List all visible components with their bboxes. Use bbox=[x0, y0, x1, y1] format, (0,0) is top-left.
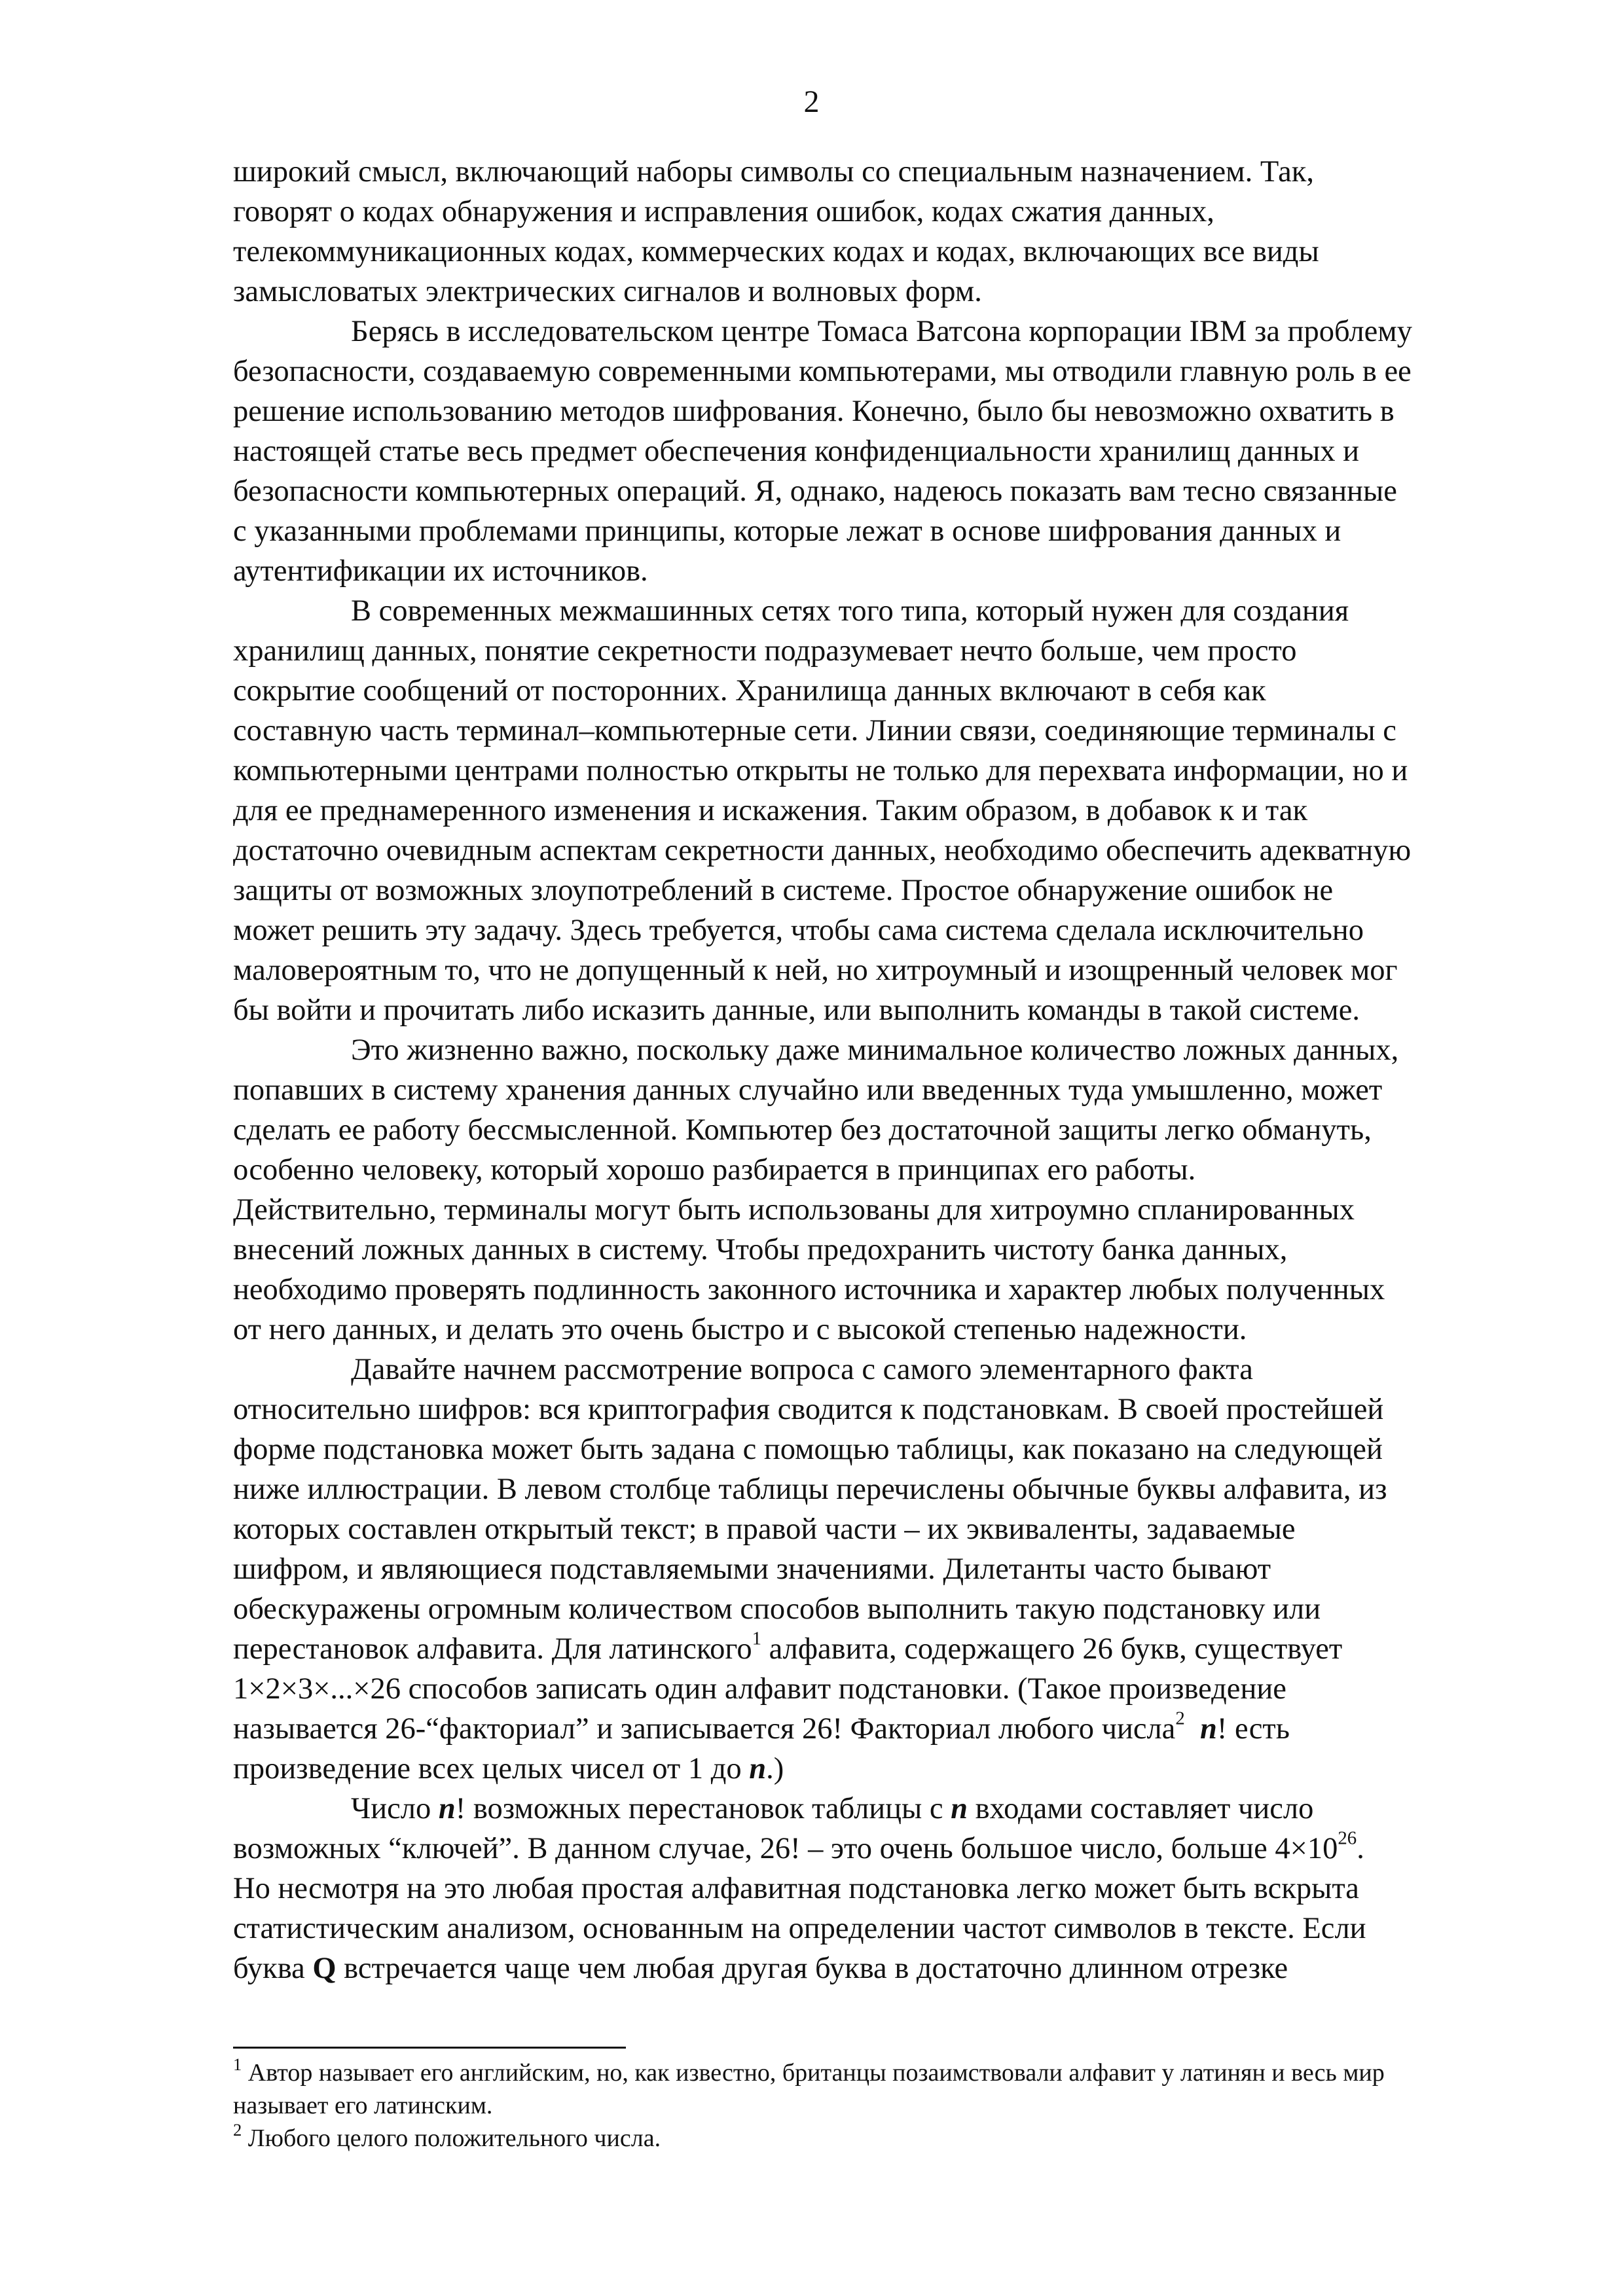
text-line: безопасности компьютерных операций. Я, однако, надеюсь показать вам тесно связанные bbox=[233, 475, 1397, 508]
text-line: настоящей статье весь предмет обеспечения конфиденциальности хранилищ данных и bbox=[233, 435, 1360, 468]
text-line: замысловатых электрических сигналов и волновых форм. bbox=[233, 275, 982, 308]
text-span: произведение всех целых чисел от 1 до bbox=[233, 1752, 750, 1785]
paragraph-2 bbox=[233, 312, 1536, 591]
text-line: внесений ложных данных в систему. Чтобы предохранить чистоту банка данных, bbox=[233, 1233, 1288, 1266]
text-span: входами составляет число bbox=[968, 1792, 1314, 1825]
exponent: 26 bbox=[1338, 1827, 1357, 1849]
text-line: шифром, и являющиеся подставляемыми значениями. Дилетанты часто бывают bbox=[233, 1552, 1271, 1586]
paragraph-3 bbox=[233, 591, 1536, 1030]
text-line: Но несмотря на это любая простая алфавитная подстановка легко может быть вскрыта bbox=[233, 1872, 1359, 1905]
text-line: особенно человеку, который хорошо разбирается в принципах его работы. bbox=[233, 1153, 1196, 1187]
footnote-text: Автор называет его английским, но, как известно, британцы позаимствовали алфавит у латинян и весь мир bbox=[242, 2059, 1385, 2087]
text-span: Число bbox=[351, 1792, 439, 1825]
footnote-marker: 1 bbox=[233, 2054, 242, 2075]
paragraph-1 bbox=[233, 152, 1536, 312]
page-number: 2 bbox=[803, 84, 820, 119]
footnote-1 bbox=[233, 2056, 1536, 2089]
text-line: хранилищ данных, понятие секретности подразумевает нечто больше, чем просто bbox=[233, 634, 1297, 668]
text-line: статистическим анализом, основанным на определении частот символов в тексте. Если bbox=[233, 1912, 1366, 1945]
text-span: ! возможных перестановок таблицы с bbox=[455, 1792, 951, 1825]
footnote-ref-1[interactable]: 1 bbox=[752, 1628, 761, 1649]
text-span: возможных “ключей”. В данном случае, 26! – это очень большое число, больше 4×10 bbox=[233, 1832, 1338, 1865]
text-line: обескуражены огромным количеством способов выполнить такую подстановку или bbox=[233, 1592, 1321, 1626]
footnote-text: Любого целого положительного числа. bbox=[242, 2125, 661, 2152]
text-line: для ее преднамеренного изменения и искажения. Таким образом, в добавок к и так bbox=[233, 794, 1308, 827]
text-span: . bbox=[1357, 1832, 1364, 1865]
text-line bbox=[233, 1709, 1536, 1749]
paragraph-6 bbox=[233, 1789, 1536, 1988]
footnotes bbox=[233, 2056, 1536, 2155]
text-line: от него данных, и делать это очень быстро и с высокой степенью надежности. bbox=[233, 1313, 1247, 1346]
math-variable: n bbox=[749, 1752, 767, 1785]
text-line: бы войти и прочитать либо исказить данные, или выполнить команды в такой системе. bbox=[233, 994, 1360, 1027]
text-line: форме подстановка может быть задана с помощью таблицы, как показано на следующей bbox=[233, 1433, 1383, 1466]
text-line bbox=[233, 1629, 1536, 1669]
text-line: Действительно, терминалы могут быть использованы для хитроумно спланированных bbox=[233, 1193, 1355, 1227]
text-line: ниже иллюстрации. В левом столбце таблицы перечислены обычные буквы алфавита, из bbox=[233, 1473, 1387, 1506]
text-span: перестановок алфавита. Для латинского bbox=[233, 1632, 752, 1666]
paragraph-5 bbox=[233, 1350, 1536, 1789]
text-line bbox=[233, 1749, 1536, 1789]
math-variable: n bbox=[438, 1792, 456, 1825]
footnote-1-continued: называет его латинским. bbox=[233, 2092, 493, 2119]
text-span: алфавита, содержащего 26 букв, существует bbox=[761, 1632, 1343, 1666]
text-line: с указанными проблемами принципы, которые лежат в основе шифрования данных и bbox=[233, 514, 1341, 548]
text-line: телекоммуникационных кодах, коммерческих кодах и кодах, включающих все виды bbox=[233, 235, 1319, 268]
text-line: маловероятным то, что не допущенный к ней, но хитроумный и изощренный человек мог bbox=[233, 954, 1398, 987]
footnote-marker: 2 bbox=[233, 2120, 242, 2140]
text-line: защиты от возможных злоупотреблений в системе. Простое обнаружение ошибок не bbox=[233, 874, 1334, 907]
text-span: ! есть bbox=[1216, 1712, 1290, 1746]
text-line: широкий смысл, включающий наборы символы со специальным назначением. Так, bbox=[233, 155, 1314, 188]
text-span: называется 26-“факториал” и записывается 26! Факториал любого числа bbox=[233, 1712, 1176, 1746]
text-line bbox=[233, 1829, 1536, 1869]
math-variable: n bbox=[1200, 1712, 1217, 1746]
math-variable: n bbox=[951, 1792, 968, 1825]
text-line: Берясь в исследовательском центре Томаса Ватсона корпорации IBM за проблему bbox=[351, 315, 1412, 348]
footnote-separator bbox=[233, 2047, 626, 2049]
letter-q: Q bbox=[312, 1952, 337, 1985]
text-span: встречается чаще чем любая другая буква в достаточно длинном отрезке bbox=[336, 1952, 1288, 1985]
footnote-2 bbox=[233, 2122, 1536, 2155]
text-line: сделать ее работу бессмысленной. Компьютер без достаточной защиты легко обмануть, bbox=[233, 1113, 1372, 1147]
text-line: сокрытие сообщений от посторонних. Хранилища данных включают в себя как bbox=[233, 674, 1266, 708]
text-line: говорят о кодах обнаружения и исправления ошибок, кодах сжатия данных, bbox=[233, 195, 1214, 228]
text-line: Это жизненно важно, поскольку даже минимальное количество ложных данных, bbox=[351, 1033, 1399, 1067]
text-span: буква bbox=[233, 1952, 313, 1985]
text-line bbox=[233, 1948, 1536, 1988]
text-line: составную часть терминал–компьютерные сети. Линии связи, соединяющие терминалы с bbox=[233, 714, 1396, 747]
text-span: .) bbox=[766, 1752, 784, 1785]
text-line bbox=[233, 1789, 1536, 1829]
text-line: В современных межмашинных сетях того типа, который нужен для создания bbox=[351, 594, 1349, 628]
text-line: Давайте начнем рассмотрение вопроса с самого элементарного факта bbox=[351, 1353, 1253, 1386]
text-line: попавших в систему хранения данных случайно или введенных туда умышленно, может bbox=[233, 1073, 1383, 1107]
text-line: необходимо проверять подлинность законного источника и характер любых полученных bbox=[233, 1273, 1385, 1306]
text-line: решение использованию методов шифрования. Конечно, было бы невозможно охватить в bbox=[233, 395, 1395, 428]
text-line: которых составлен открытый текст; в правой части – их эквиваленты, задаваемые bbox=[233, 1513, 1296, 1546]
text-line: аутентификации их источников. bbox=[233, 554, 648, 588]
text-line: достаточно очевидным аспектам секретности данных, необходимо обеспечить адекватную bbox=[233, 834, 1412, 867]
text-line: 1×2×3×...×26 способов записать один алфавит подстановки. (Такое произведение bbox=[233, 1672, 1286, 1706]
footnote-ref-2[interactable]: 2 bbox=[1175, 1708, 1185, 1729]
text-line: может решить эту задачу. Здесь требуется, чтобы сама система сделала исключительно bbox=[233, 914, 1364, 947]
body-text bbox=[233, 152, 1536, 1988]
text-line: компьютерными центрами полностью открыты не только для перехвата информации, но и bbox=[233, 754, 1408, 787]
text-line: относительно шифров: вся криптография сводится к подстановкам. В своей простейшей bbox=[233, 1393, 1384, 1426]
paragraph-4 bbox=[233, 1030, 1536, 1350]
text-line: безопасности, создаваемую современными компьютерами, мы отводили главную роль в ее bbox=[233, 355, 1412, 388]
